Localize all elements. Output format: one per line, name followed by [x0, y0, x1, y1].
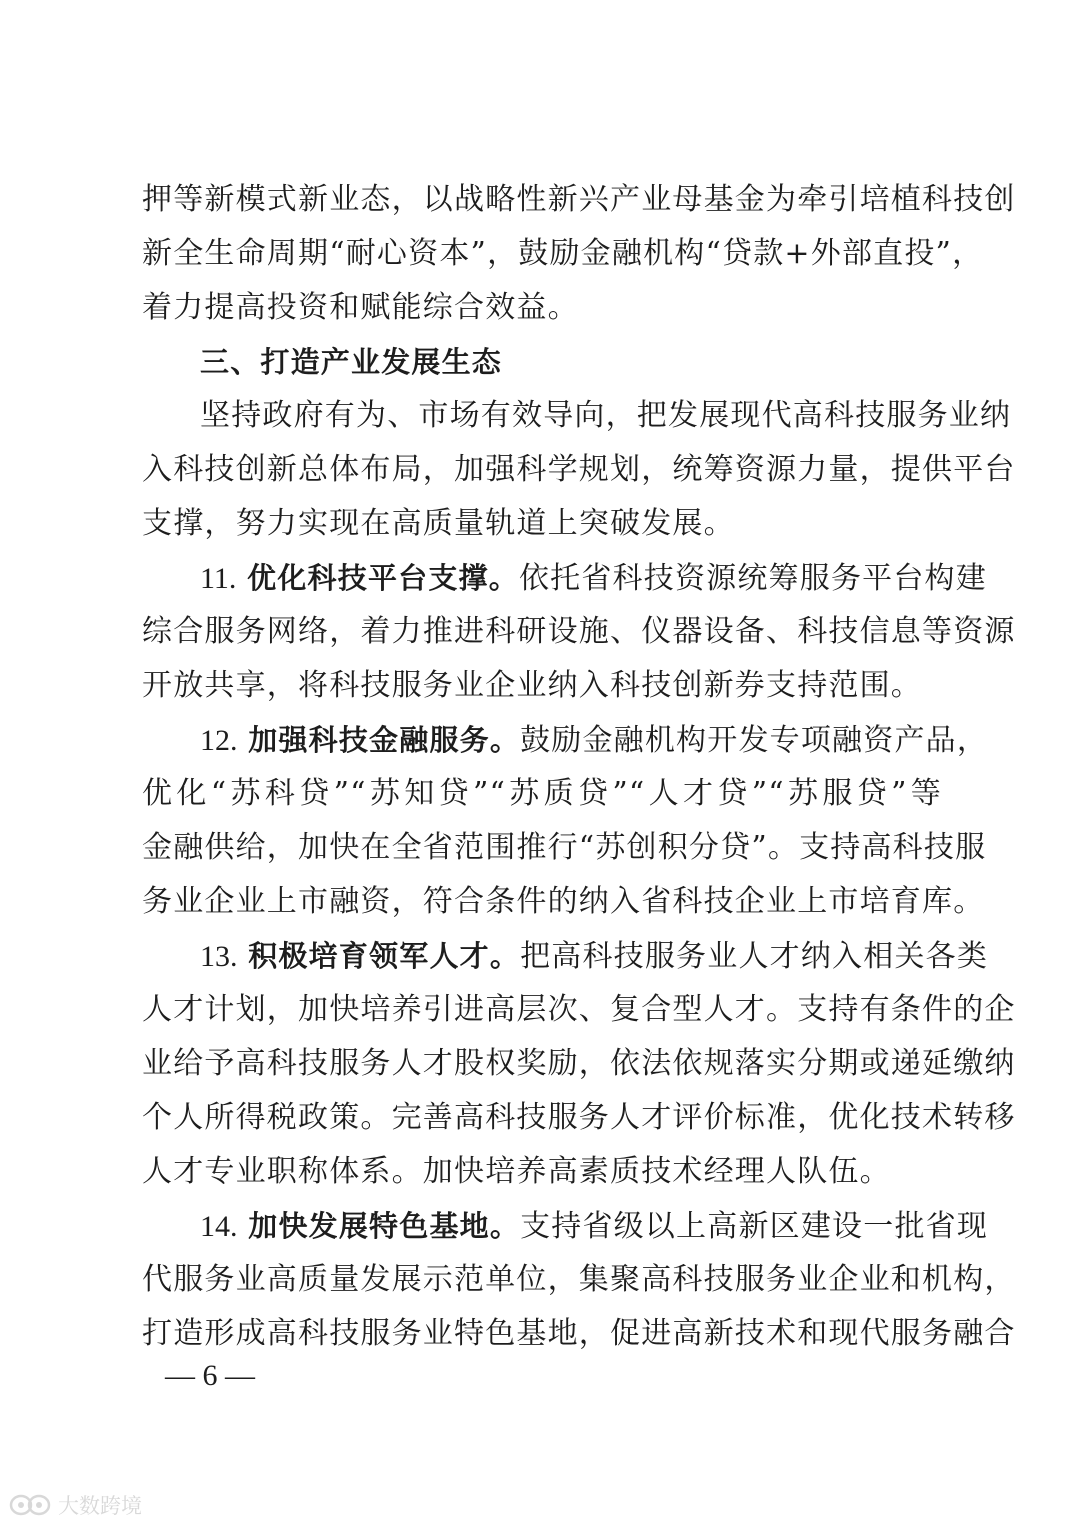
body-line: 业给予高科技服务人才股权奖励，依法依规落实分期或递延缴纳 [142, 1046, 1016, 1081]
item-number: 11. [200, 562, 237, 595]
item-title: 加强科技金融服务。 [248, 723, 521, 757]
body-line: 开放共享，将科技服务业企业纳入科技创新券支持范围。 [142, 668, 922, 703]
item-first-line [200, 936, 989, 976]
item-first-line [200, 558, 987, 598]
item-text: 把高科技服务业人才纳入相关各类 [520, 939, 989, 974]
section-heading: 三、打造产业发展生态 [200, 345, 503, 379]
item-title: 积极培育领军人才。 [248, 939, 521, 973]
body-line: 支撑，努力实现在高质量轨道上突破发展。 [142, 506, 735, 541]
body-line: 押等新模式新业态，以战略性新兴产业母基金为牵引培植科技创 [142, 182, 1016, 217]
body-line: 个人所得税政策。完善高科技服务人才评价标准，优化技术转移 [142, 1100, 1016, 1135]
body-line: 人才计划，加快培养引进高层次、复合型人才。支持有条件的企 [142, 992, 1016, 1027]
body-line: 代服务业高质量发展示范单位，集聚高科技服务业企业和机构， [142, 1262, 1016, 1297]
item-first-line [200, 1206, 989, 1246]
body-line: 人才专业职称体系。加快培养高素质技术经理人队伍。 [142, 1154, 891, 1189]
item-text: 依托省科技资源统筹服务平台构建 [518, 561, 987, 596]
body-line: 坚持政府有为、市场有效导向，把发展现代高科技服务业纳 [200, 398, 1012, 433]
body-line: 着力提高投资和赋能综合效益。 [142, 290, 579, 325]
item-title: 加快发展特色基地。 [248, 1209, 521, 1243]
body-line: 务业企业上市融资，符合条件的纳入省科技企业上市培育库。 [142, 884, 985, 919]
body-line: 入科技创新总体布局，加强科学规划，统筹资源力量，提供平台 [142, 452, 1016, 487]
page-number: — 6 — [165, 1359, 255, 1392]
item-text: 鼓励金融机构开发专项融资产品， [520, 723, 989, 758]
body-line: 优化“苏科贷”“苏知贷”“苏质贷”“人才贷”“苏服贷”等 [142, 776, 942, 811]
item-number: 13. [200, 940, 238, 973]
body-line: 打造形成高科技服务业特色基地，促进高新技术和现代服务融合 [142, 1316, 1016, 1351]
watermark [8, 1490, 142, 1520]
body-line: 综合服务网络，着力推进科研设施、仪器设备、科技信息等资源 [142, 614, 1016, 649]
item-number: 14. [200, 1210, 238, 1243]
item-text: 支持省级以上高新区建设一批省现 [520, 1209, 989, 1244]
body-line: 新全生命周期“耐心资本”，鼓励金融机构“贷款+外部直投”， [142, 236, 984, 271]
item-first-line [200, 720, 989, 760]
item-number: 12. [200, 724, 238, 757]
watermark-logo-icon [8, 1492, 52, 1518]
watermark-text: 大数跨境 [58, 1494, 142, 1518]
item-title: 优化科技平台支撑。 [247, 561, 519, 595]
body-line: 金融供给，加快在全省范围推行“苏创积分贷”。支持高科技服 [142, 830, 987, 865]
